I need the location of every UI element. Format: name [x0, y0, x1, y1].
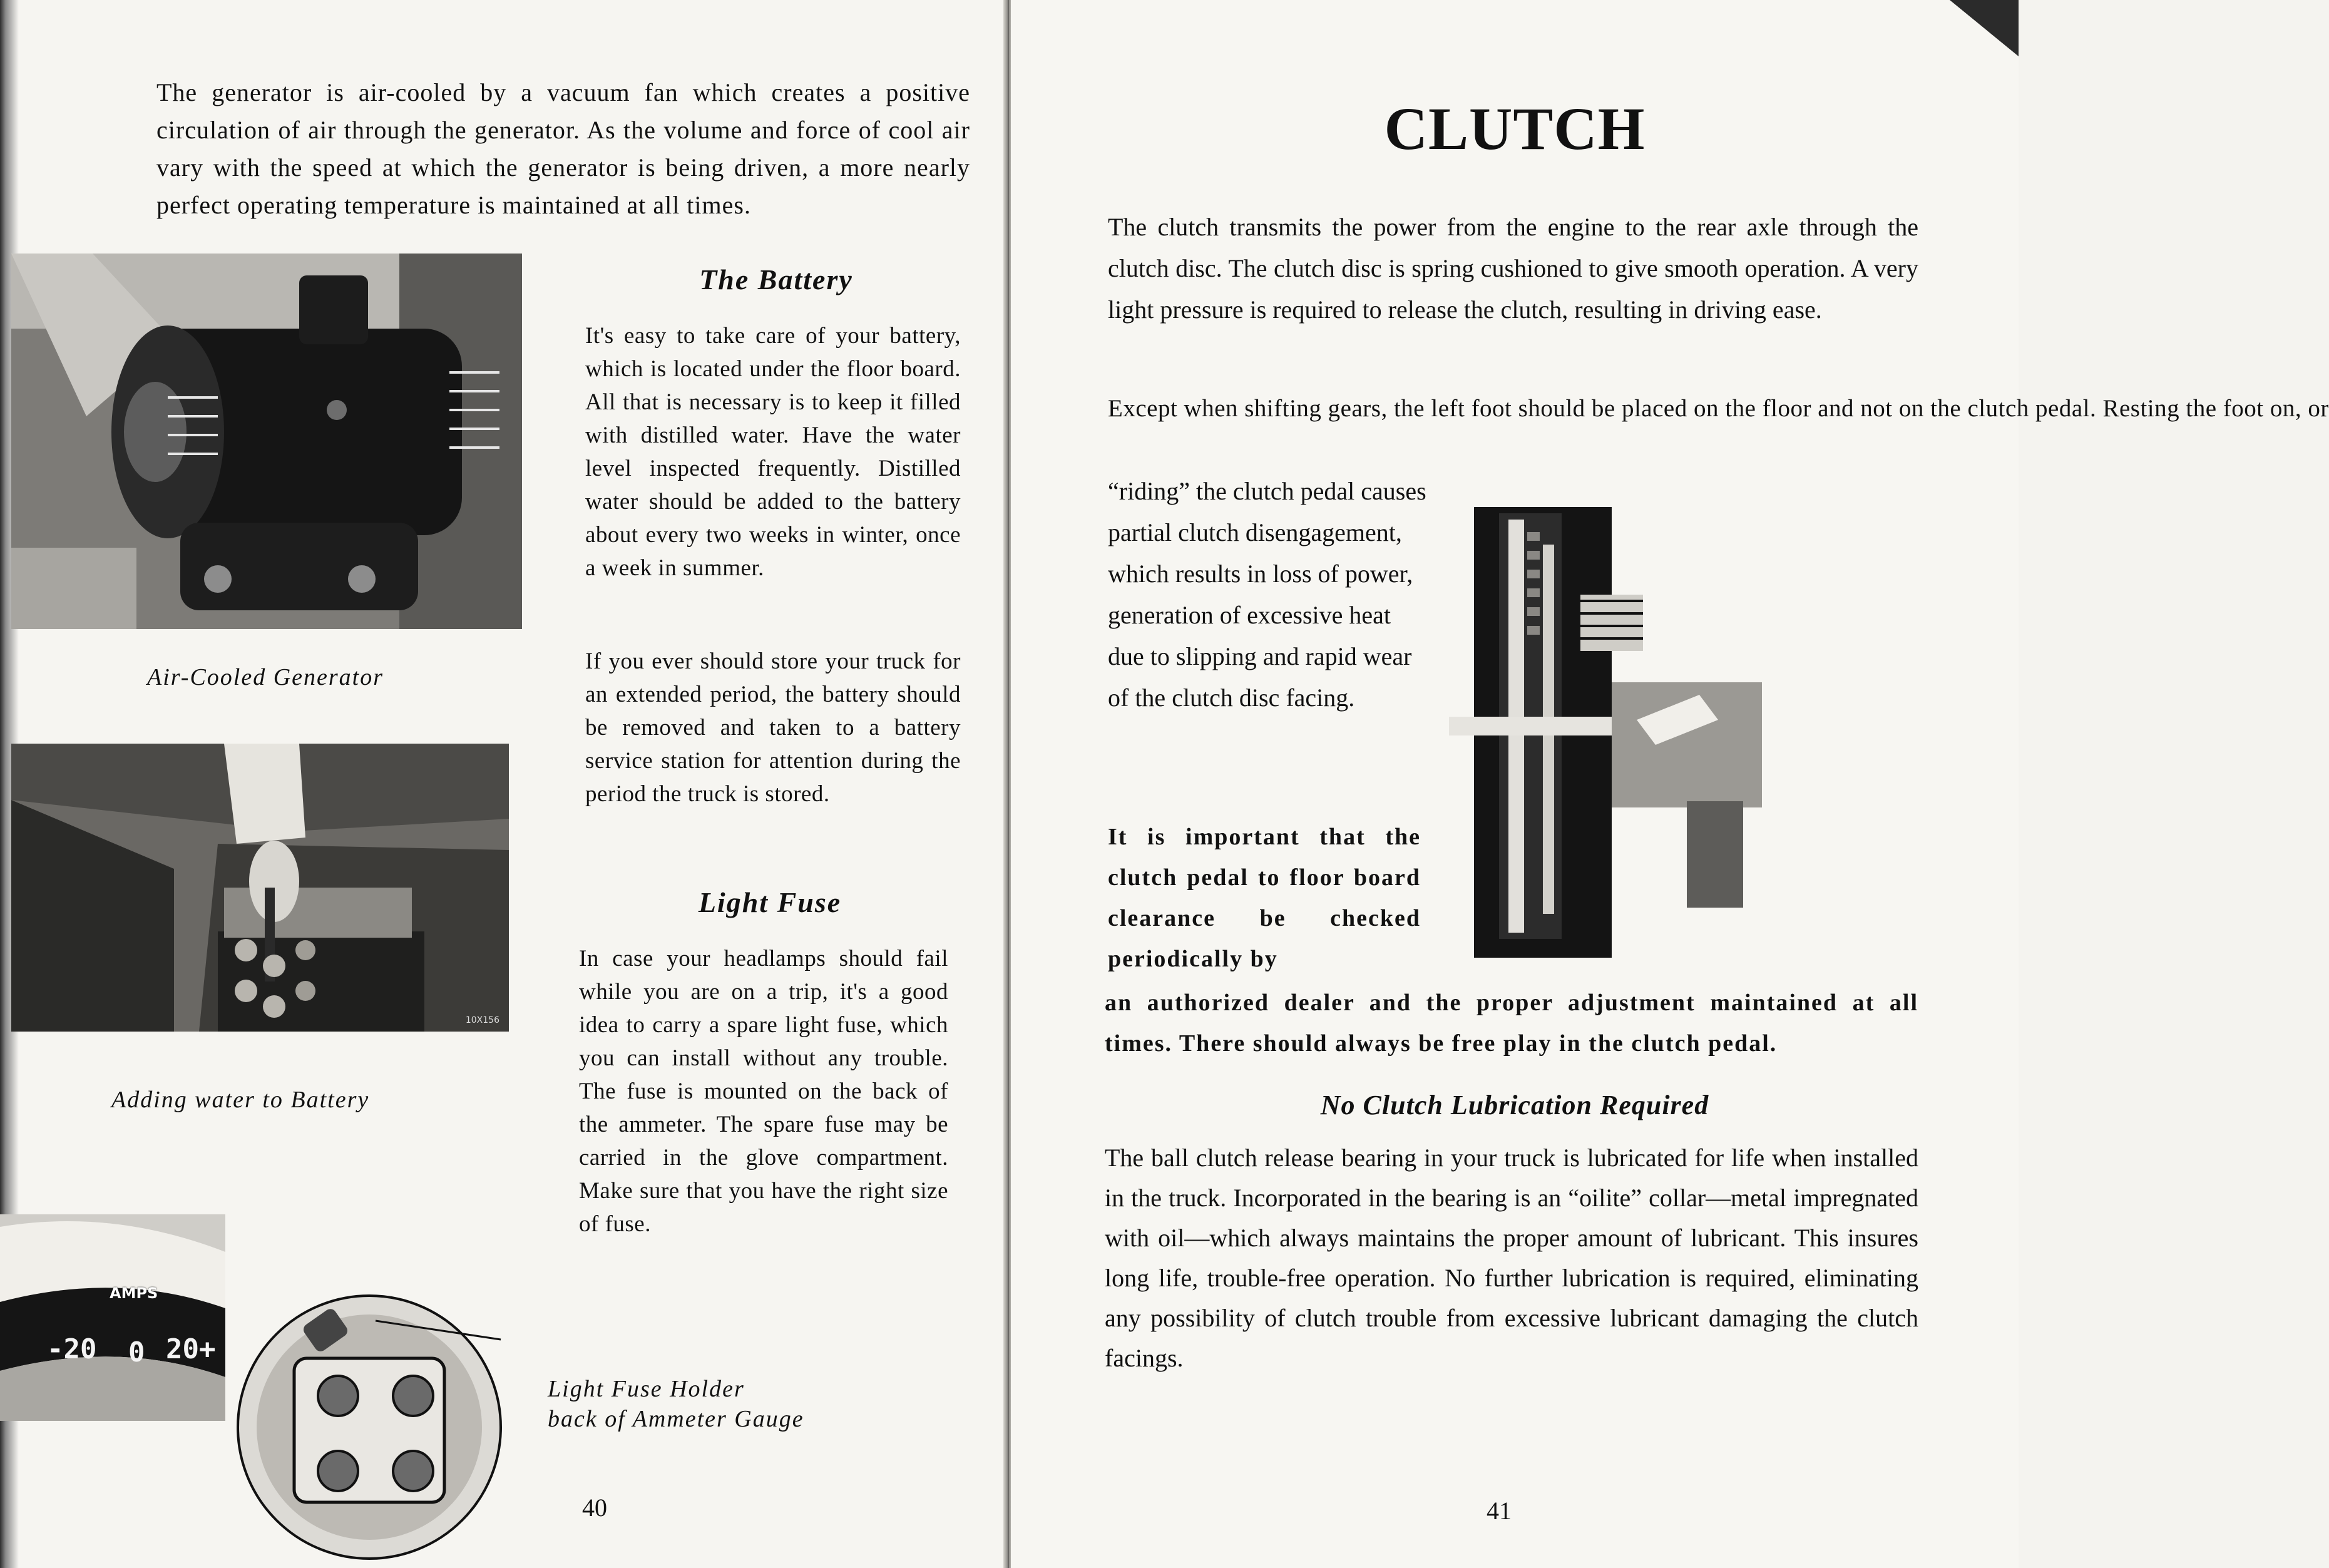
generator-photo [11, 254, 522, 629]
battery-photo-art [11, 744, 509, 1032]
right-page [1011, 0, 2329, 1568]
light-fuse-heading: Light Fuse [698, 886, 842, 918]
clutch-paragraph-3-wrap: It is important that the clutch pedal to floor board clearance be checked periodically by [1108, 824, 1421, 972]
battery-photo [11, 744, 509, 1032]
clutch-cutaway-diagram [1449, 507, 1787, 958]
left-page [0, 0, 1008, 1568]
ammeter-gauge-art [0, 1214, 513, 1552]
ammeter-amps-label: AMPS [110, 1284, 158, 1302]
battery-heading: The Battery [699, 264, 853, 295]
battery-caption: Adding water to Battery [111, 1087, 370, 1113]
page-corner-fold [1950, 0, 2019, 56]
clutch-paragraph-1: The clutch transmits the power from the engine to the rear axle through the clutch disc. The clutch disc is spring cushioned to give smooth operation. A very light pressure is required to release the clutch, resulting in driving ease. [1108, 213, 1918, 324]
clutch-paragraph-2-wrap: “riding” the clutch pedal causes partial clutch disengagement, which results in loss of power, generation of excessive heat due to slipping and rapid wear of the clutch disc facing. [1108, 477, 1426, 712]
ammeter-zero: 0 [128, 1336, 145, 1368]
generator-intro-paragraph: The generator is air-cooled by a vacuum fan which creates a positive circulation of air through the generator. As the volume and force of cool air vary with the speed at which the generator is being driven, a more nearly perfect operating temperature is maintained at all times. [156, 78, 970, 219]
clutch-paragraph-4: The ball clutch release bearing in your truck is lubricated for life when installed in the truck. Incorporated in the bearing is an “oilite” collar—metal impregnated with oil—which always maintains the proper amount of lubricant. This insures long life, trouble-free operation. No further lubrication is required, eliminating any possibility of clutch trouble from excessive lubricant damaging the clutch facings. [1105, 1144, 1918, 1372]
no-clutch-lubrication-heading: No Clutch Lubrication Required [1320, 1090, 1709, 1120]
generator-caption: Air-Cooled Generator [147, 664, 384, 690]
ammeter-minus-20: -20 [47, 1333, 97, 1365]
ammeter-plus-20: 20+ [166, 1333, 216, 1365]
fuse-holder-caption-line-1: Light Fuse Holder [548, 1376, 745, 1402]
generator-photo-art [11, 254, 522, 629]
light-fuse-paragraph: In case your headlamps should fail while you are on a trip, it's a good idea to carry a spare light fuse, which you can install without any trouble. The fuse is mounted on the back of the ammeter. The spare fuse may be carried in the glove compartment. Make sure that you have the right size of fuse. [579, 946, 948, 1237]
fuse-holder-caption-line-2: back of Ammeter Gauge [548, 1406, 804, 1432]
clutch-title: CLUTCH [1384, 95, 1646, 162]
clutch-paragraph-2-full: Except when shifting gears, the left foot should be placed on the floor and not on the clutch pedal. Resting the foot on, or [1108, 395, 2329, 422]
clutch-paragraph-3-full: an authorized dealer and the proper adjustment maintained at all times. There should always be free play in the clutch pedal. [1105, 990, 1918, 1057]
page-number-left: 40 [582, 1494, 607, 1522]
battery-paragraph-1: It's easy to take care of your battery, which is located under the floor board. All that is necessary is to keep it filled with distilled water. Have the water level inspected frequently. Distilled water should be added to the battery about every two weeks in winter, once a week in summer. [585, 323, 961, 581]
page-number-right: 41 [1487, 1497, 1512, 1525]
clutch-cutaway-art [1449, 507, 1787, 958]
photo-code: 10X156 [465, 1015, 499, 1025]
fuse-holder-caption [548, 1374, 804, 1434]
ammeter-gauge-illustration [0, 1214, 513, 1552]
battery-paragraph-2: If you ever should store your truck for an extended period, the battery should be removed and taken to a battery service station for attention during the period the truck is stored. [585, 648, 961, 807]
